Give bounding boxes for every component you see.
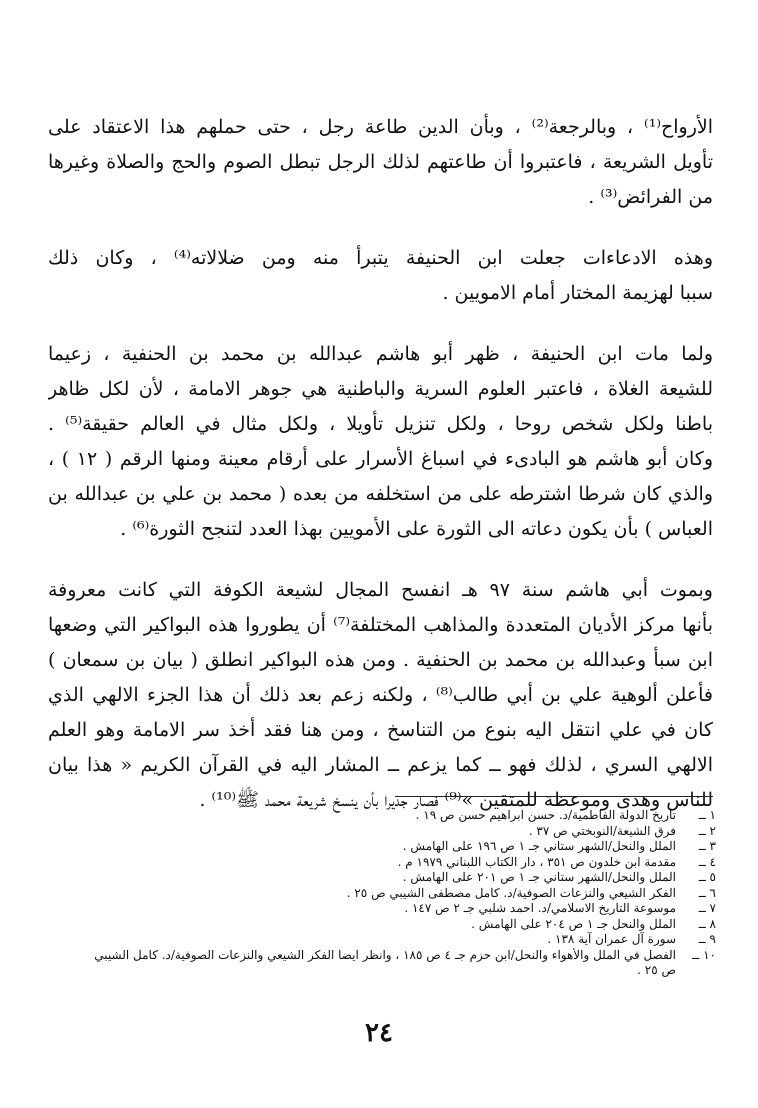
footnote-text: تاريخ الدولة الفاطمية/د. حسن ابراهيم حسن ص ١٩ . [415, 808, 676, 822]
paragraph-3 [48, 337, 713, 547]
footnote-item [38, 901, 716, 917]
text-line: من الفرائض⁽³⁾ . [588, 186, 713, 208]
text-line: الالهي السري ، لذلك فهو ــ كما يزعم ــ المشار اليه في القرآن الكريم « هذا بيان [48, 754, 713, 776]
text-line: ابن سبأ وعبدالله بن محمد بن الحنفية . ومن هذه البواكير انطلق ( بيان بن سمعان ) [48, 649, 713, 671]
footnote-number: ٩ ــ [698, 932, 716, 946]
text-line: للناس وهدى وموعظة للمتقين »⁽⁹⁾ فصار جديرا بأن ينسخ شريعة محمد ﷺ⁽¹⁰⁾ . [199, 789, 713, 811]
footnote-separator [395, 796, 713, 797]
text-line: العباس ) بأن يكون دعاته الى الثورة على الأمويين بهذا العدد لتنجح الثورة⁽⁶⁾ . [120, 518, 713, 540]
footnote-number: ٧ ــ [698, 901, 716, 915]
text-line: فأعلن ألوهية علي بن أبي طالب⁽⁸⁾ ، ولكنه زعم بعد ذلك أن هذا الجزء الالهي الذي [48, 684, 713, 706]
text-line: والذي كان شرطا اشترطه على من استخلفه من بعده ( محمد بن علي بن عبدالله بن [48, 483, 713, 505]
text-line: وكان أبو هاشم هو البادىء في اسباغ الأسرار على أرقام معينة ومنها الرقم ( ١٢ ) ، [48, 448, 713, 470]
paragraph-1 [48, 110, 713, 215]
footnote-number: ٨ ــ [698, 916, 716, 931]
footnote-text: ص ٢٥ . [637, 963, 676, 977]
footnote-item [38, 839, 716, 855]
footnote-text: الملل والنحل/الشهر ستاني جـ ١ ص ٢٠١ على الهامش . [402, 870, 676, 884]
footnote-number: ٤ ــ [698, 854, 716, 869]
body-text [48, 110, 713, 818]
footnote-text: فرق الشيعة/النوبختي ص ٣٧ . [528, 823, 676, 838]
footnote-item [38, 855, 716, 871]
footnote-item [38, 886, 716, 902]
footnote-item [38, 808, 716, 824]
footnote-text: الفصل في الملل والأهواء والنحل/ابن حزم جـ ٤ ص ١٨٥ ، وانظر ايضا الفكر الشيعي والنزعات الصوفية/د. كامل الشيبي [94, 947, 676, 962]
footnotes [38, 808, 716, 979]
footnote-number: ٦ ــ [698, 885, 716, 900]
text-line: سببا لهزيمة المختار أمام الامويين . [442, 282, 713, 304]
text-line: ولما مات ابن الحنيفة ، ظهر أبو هاشم عبدالله بن محمد بن الحنفية ، زعيما [48, 343, 713, 365]
footnote-text: الفكر الشيعي والنزعات الصوفية/د. كامل مصطفى الشيبي ص ٢٥ . [346, 885, 676, 900]
footnote-item [38, 948, 716, 964]
footnote-item [38, 824, 716, 840]
footnote-continuation [38, 963, 716, 979]
footnote-number: ١٠ ــ [692, 947, 716, 962]
text-line: وهذه الادعاءات جعلت ابن الحنيفة يتبرأ منه ومن ضلالاته⁽⁴⁾ ، وكان ذلك [48, 247, 713, 269]
paragraph-2 [48, 241, 713, 311]
page-number: ٢٤ [365, 1018, 393, 1048]
footnote-item [38, 932, 716, 948]
footnote-number: ١ ــ [698, 808, 716, 822]
text-line: الأرواح⁽¹⁾ ، وبالرجعة⁽²⁾ ، وبأن الدين طاعة رجل ، حتى حملهم هذا الاعتقاد على [48, 116, 713, 138]
footnote-text: موسوعة التاريخ الاسلامي/د. احمد شلبي جـ ٢ ص ١٤٧ . [404, 901, 676, 915]
text-line: تأويل الشريعة ، فاعتبروا أن طاعتهم لذلك الرجل تبطل الصوم والحج والصلاة وغيرها [48, 151, 713, 173]
footnote-number: ٢ ــ [698, 823, 716, 838]
text-line: وبموت أبي هاشم سنة ٩٧ هـ انفسح المجال لشيعة الكوفة التي كانت معروفة [48, 579, 713, 601]
text-line: بأنها مركز الأديان المتعددة والمذاهب المختلفة⁽⁷⁾ أن يطوروا هذه البواكير التي وضعها [48, 614, 713, 636]
footnote-text: سورة آل عمران آية ١٣٨ . [547, 932, 676, 946]
footnote-item [38, 917, 716, 933]
paragraph-4 [48, 573, 713, 818]
footnote-number: ٥ ــ [698, 870, 716, 884]
footnote-text: الملل والنحل جـ ١ ص ٢٠٤ على الهامش . [471, 916, 676, 931]
text-line: للشيعة الغلاة ، فاعتبر العلوم السرية والباطنية هي جوهر الامامة ، لأن لكل ظاهر [48, 378, 713, 400]
footnote-text: الملل والنحل/الشهر ستاني جـ ١ ص ١٩٦ على الهامش . [402, 839, 676, 853]
footnote-number: ٣ ــ [698, 839, 716, 853]
text-line: كان في علي انتقل اليه بنوع من التناسخ ، ومن هنا فقد أخذ سر الامامة وهو العلم [48, 719, 713, 741]
footnote-text: مقدمة ابن خلدون ص ٣٥١ ، دار الكتاب اللبناني ١٩٧٩ م . [397, 854, 676, 869]
footnote-item [38, 870, 716, 886]
text-line: باطنا ولكل شخص روحا ، ولكل تنزيل تأويلا ، ولكل مثال في العالم حقيقة⁽⁵⁾ . [48, 413, 713, 435]
